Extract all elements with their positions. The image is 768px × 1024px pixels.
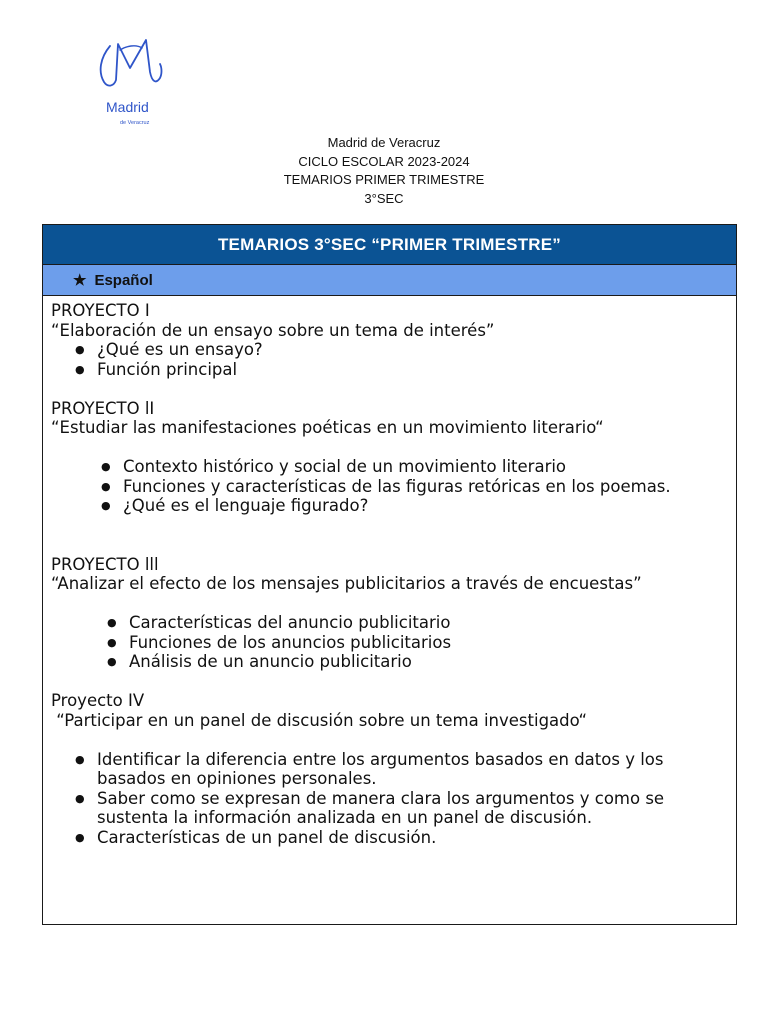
project-name: PROYECTO lll bbox=[51, 554, 159, 574]
table-title: TEMARIOS 3°SEC “PRIMER TRIMESTRE” bbox=[43, 225, 736, 265]
list-item: ● Función principal bbox=[97, 360, 728, 380]
subject-row bbox=[43, 265, 736, 296]
school-name: Madrid de Veracruz bbox=[327, 135, 441, 150]
school-cycle: CICLO ESCOLAR 2023-2024 bbox=[298, 153, 470, 169]
list-item: ● ¿Qué es un ensayo? bbox=[97, 340, 728, 360]
topic-list bbox=[51, 457, 728, 516]
topic-list bbox=[51, 750, 728, 848]
project-name: PROYECTO I bbox=[51, 301, 150, 320]
list-item: ● Características del anuncio publicitario bbox=[129, 613, 728, 633]
topic-list bbox=[51, 613, 728, 672]
project-description: “Analizar el efecto de los mensajes publicitarios a través de encuestas” bbox=[51, 574, 642, 593]
school-logo bbox=[96, 38, 172, 128]
list-item: ● Funciones de los anuncios publicitarios bbox=[129, 633, 728, 653]
project-name: Proyecto IV bbox=[51, 691, 145, 710]
star-icon: ★ bbox=[73, 272, 87, 289]
topic-list bbox=[51, 340, 728, 379]
project-description: “Elaboración de un ensayo sobre un tema de interés” bbox=[51, 320, 495, 340]
project-name: PROYECTO lI bbox=[51, 398, 155, 418]
grade-label: 3°SEC bbox=[364, 190, 404, 206]
project-description: “Estudiar las manifestaciones poéticas en un movimiento literario“ bbox=[51, 418, 604, 437]
syllabus-content bbox=[43, 296, 736, 847]
document-header bbox=[0, 134, 768, 208]
list-item: ● Identificar la diferencia entre los argumentos basados en datos y los basados en opiniones personales. bbox=[97, 750, 716, 789]
list-item: ● Saber como se expresan de manera clara los argumentos y como se sustenta la información analizada en un panel de discusión. bbox=[97, 789, 716, 828]
list-item: ● Características de un panel de discusión. bbox=[97, 828, 716, 848]
school-logo-mark bbox=[96, 38, 172, 128]
syllabus-table bbox=[42, 224, 737, 925]
project-description: “Participar en un panel de discusión sobre un tema investigado“ bbox=[51, 710, 588, 730]
list-item: ● Análisis de un anuncio publicitario bbox=[129, 652, 728, 672]
list-item: ● Funciones y características de las figuras retóricas en los poemas. bbox=[123, 477, 678, 497]
subject-label: Español bbox=[94, 271, 153, 289]
logo-text: Madrid bbox=[106, 99, 149, 115]
document-topic: TEMARIOS PRIMER TRIMESTRE bbox=[283, 172, 485, 187]
list-item: ● Contexto histórico y social de un movimiento literario bbox=[123, 457, 678, 477]
list-item: ● ¿Qué es el lenguaje figurado? bbox=[123, 496, 678, 516]
logo-subtext: de Veracruz bbox=[120, 120, 150, 126]
